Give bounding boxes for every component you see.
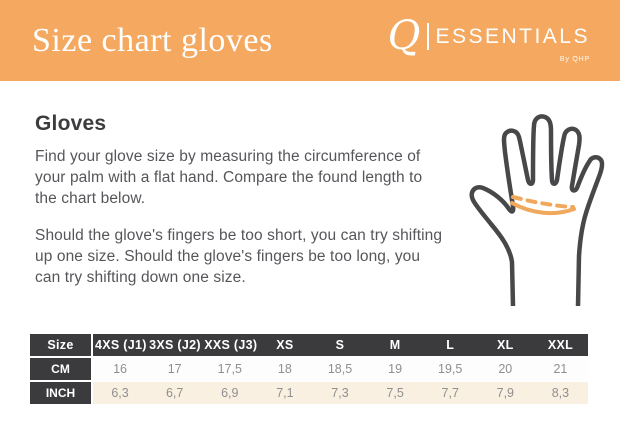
table-row <box>30 357 588 381</box>
table-size-header: XXL <box>533 334 588 357</box>
table-value-cell: 7,7 <box>423 381 478 404</box>
table-value-cell: 16 <box>92 357 147 381</box>
section-heading: Gloves <box>35 112 107 135</box>
table-value-cell: 6,3 <box>92 381 147 404</box>
intro-section <box>35 112 447 304</box>
intro-paragraph-2: Should the glove's fingers be too short, you can try shifting up one size. Should the glove's fingers be too long, you can try shifting down one size. <box>35 227 443 286</box>
table-value-cell: 18,5 <box>312 357 367 381</box>
table-header-row <box>30 334 588 357</box>
table-value-cell: 7,1 <box>257 381 312 404</box>
table-size-header: XL <box>478 334 533 357</box>
hand-measure-illustration <box>449 96 615 306</box>
table-value-cell: 17 <box>147 357 202 381</box>
size-table-head <box>30 334 588 357</box>
logo-byline: By QHP <box>559 56 590 63</box>
table-size-header: 4XS (J1) <box>92 334 147 357</box>
table-size-header: S <box>312 334 367 357</box>
table-corner-header: Size <box>30 334 92 357</box>
table-value-cell: 7,5 <box>368 381 423 404</box>
row-label-cell: INCH <box>30 381 92 404</box>
table-value-cell: 19,5 <box>423 357 478 381</box>
table-size-header: M <box>368 334 423 357</box>
brand-logo <box>387 13 590 63</box>
logo-name: ESSENTIALS <box>435 24 590 48</box>
size-table-body <box>30 357 588 404</box>
table-size-header: 3XS (J2) <box>147 334 202 357</box>
table-value-cell: 19 <box>368 357 423 381</box>
brand-logo-main <box>387 13 590 59</box>
table-row <box>30 381 588 404</box>
table-value-cell: 7,3 <box>312 381 367 404</box>
row-label-cell: CM <box>30 357 92 381</box>
table-value-cell: 20 <box>478 357 533 381</box>
banner <box>0 0 620 81</box>
table-size-header: L <box>423 334 478 357</box>
table-value-cell: 18 <box>257 357 312 381</box>
logo-q-mark: Q <box>387 13 421 59</box>
intro-paragraph-1: Find your glove size by measuring the circumference of your palm with a flat hand. Compare the found length to the chart below. <box>35 148 423 207</box>
table-value-cell: 17,5 <box>202 357 257 381</box>
logo-divider <box>427 23 429 50</box>
hand-outline-icon <box>449 96 615 306</box>
table-size-header: XS <box>257 334 312 357</box>
table-value-cell: 6,9 <box>202 381 257 404</box>
table-value-cell: 7,9 <box>478 381 533 404</box>
table-size-header: XXS (J3) <box>202 334 257 357</box>
size-table <box>30 334 588 404</box>
page-title: Size chart gloves <box>32 21 273 59</box>
table-value-cell: 21 <box>533 357 588 381</box>
table-value-cell: 8,3 <box>533 381 588 404</box>
table-value-cell: 6,7 <box>147 381 202 404</box>
